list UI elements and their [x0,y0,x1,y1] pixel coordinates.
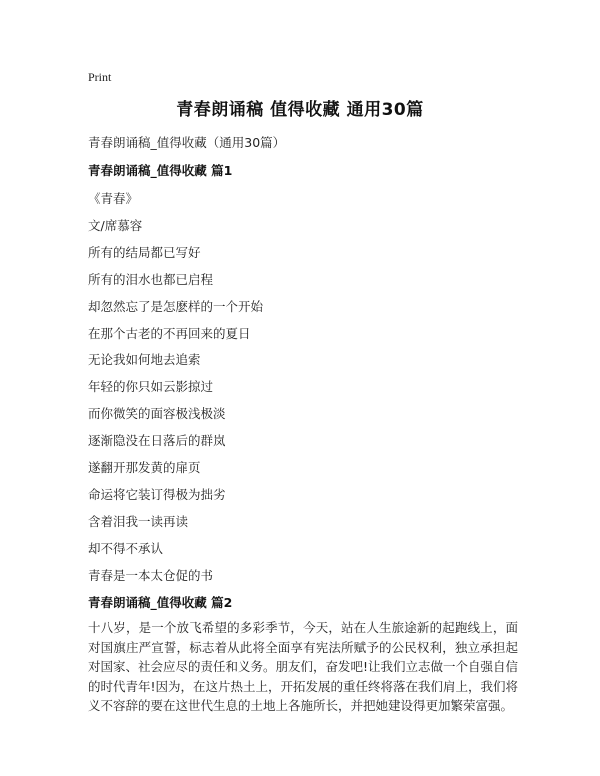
poem-line: 无论我如何地去追索 [88,352,201,367]
poem-line: 遂翻开那发黄的扉页 [88,460,201,475]
print-label[interactable]: Print [88,70,112,84]
poem-line: 含着泪我一读再读 [88,514,189,529]
document-title: 青春朗诵稿 值得收藏 通用30篇 [176,100,424,120]
poem-line: 所有的泪水也都已启程 [88,272,214,287]
poem-line: 《青春》 [88,191,139,206]
poem-line: 命运将它装订得极为拙劣 [88,487,226,502]
poem-line: 而你微笑的面容极浅极淡 [88,406,226,421]
poem-line: 文/席慕容 [88,218,143,233]
poem-line: 逐渐隐没在日落后的群岚 [88,433,226,448]
poem-line: 却忽然忘了是怎麽样的一个开始 [88,299,264,314]
poem-line: 青春是一本太仓促的书 [88,568,214,583]
poem-line: 在那个古老的不再回来的夏日 [88,326,251,341]
section-heading-2: 青春朗诵稿_值得收藏 篇2 [88,595,233,610]
body-paragraph: 十八岁，是一个放飞希望的多彩季节，今天，站在人生旅途新的起跑线上，面对国旗庄严宣誓，标志着从此将全面享有宪法所赋予的公民权利，独立承担起对国家、社会应尽的责任和义务。朋友们，奋发吧!让我们立志做一个自强自信的时代青年!因为，在这片热土上，开拓发展的重任终将落在我们肩上，我们将义不容辞的要在这世代生息的土地上各施所长，并把她建设得更加繁荣富强。 [88,620,519,713]
poem-line: 所有的结局都已写好 [88,245,201,260]
poem-line: 却不得不承认 [88,541,164,556]
poem-line: 年轻的你只如云影掠过 [88,379,214,394]
section-heading-1: 青春朗诵稿_值得收藏 篇1 [88,163,233,178]
document-subtitle: 青春朗诵稿_值得收藏（通用30篇） [88,135,286,150]
